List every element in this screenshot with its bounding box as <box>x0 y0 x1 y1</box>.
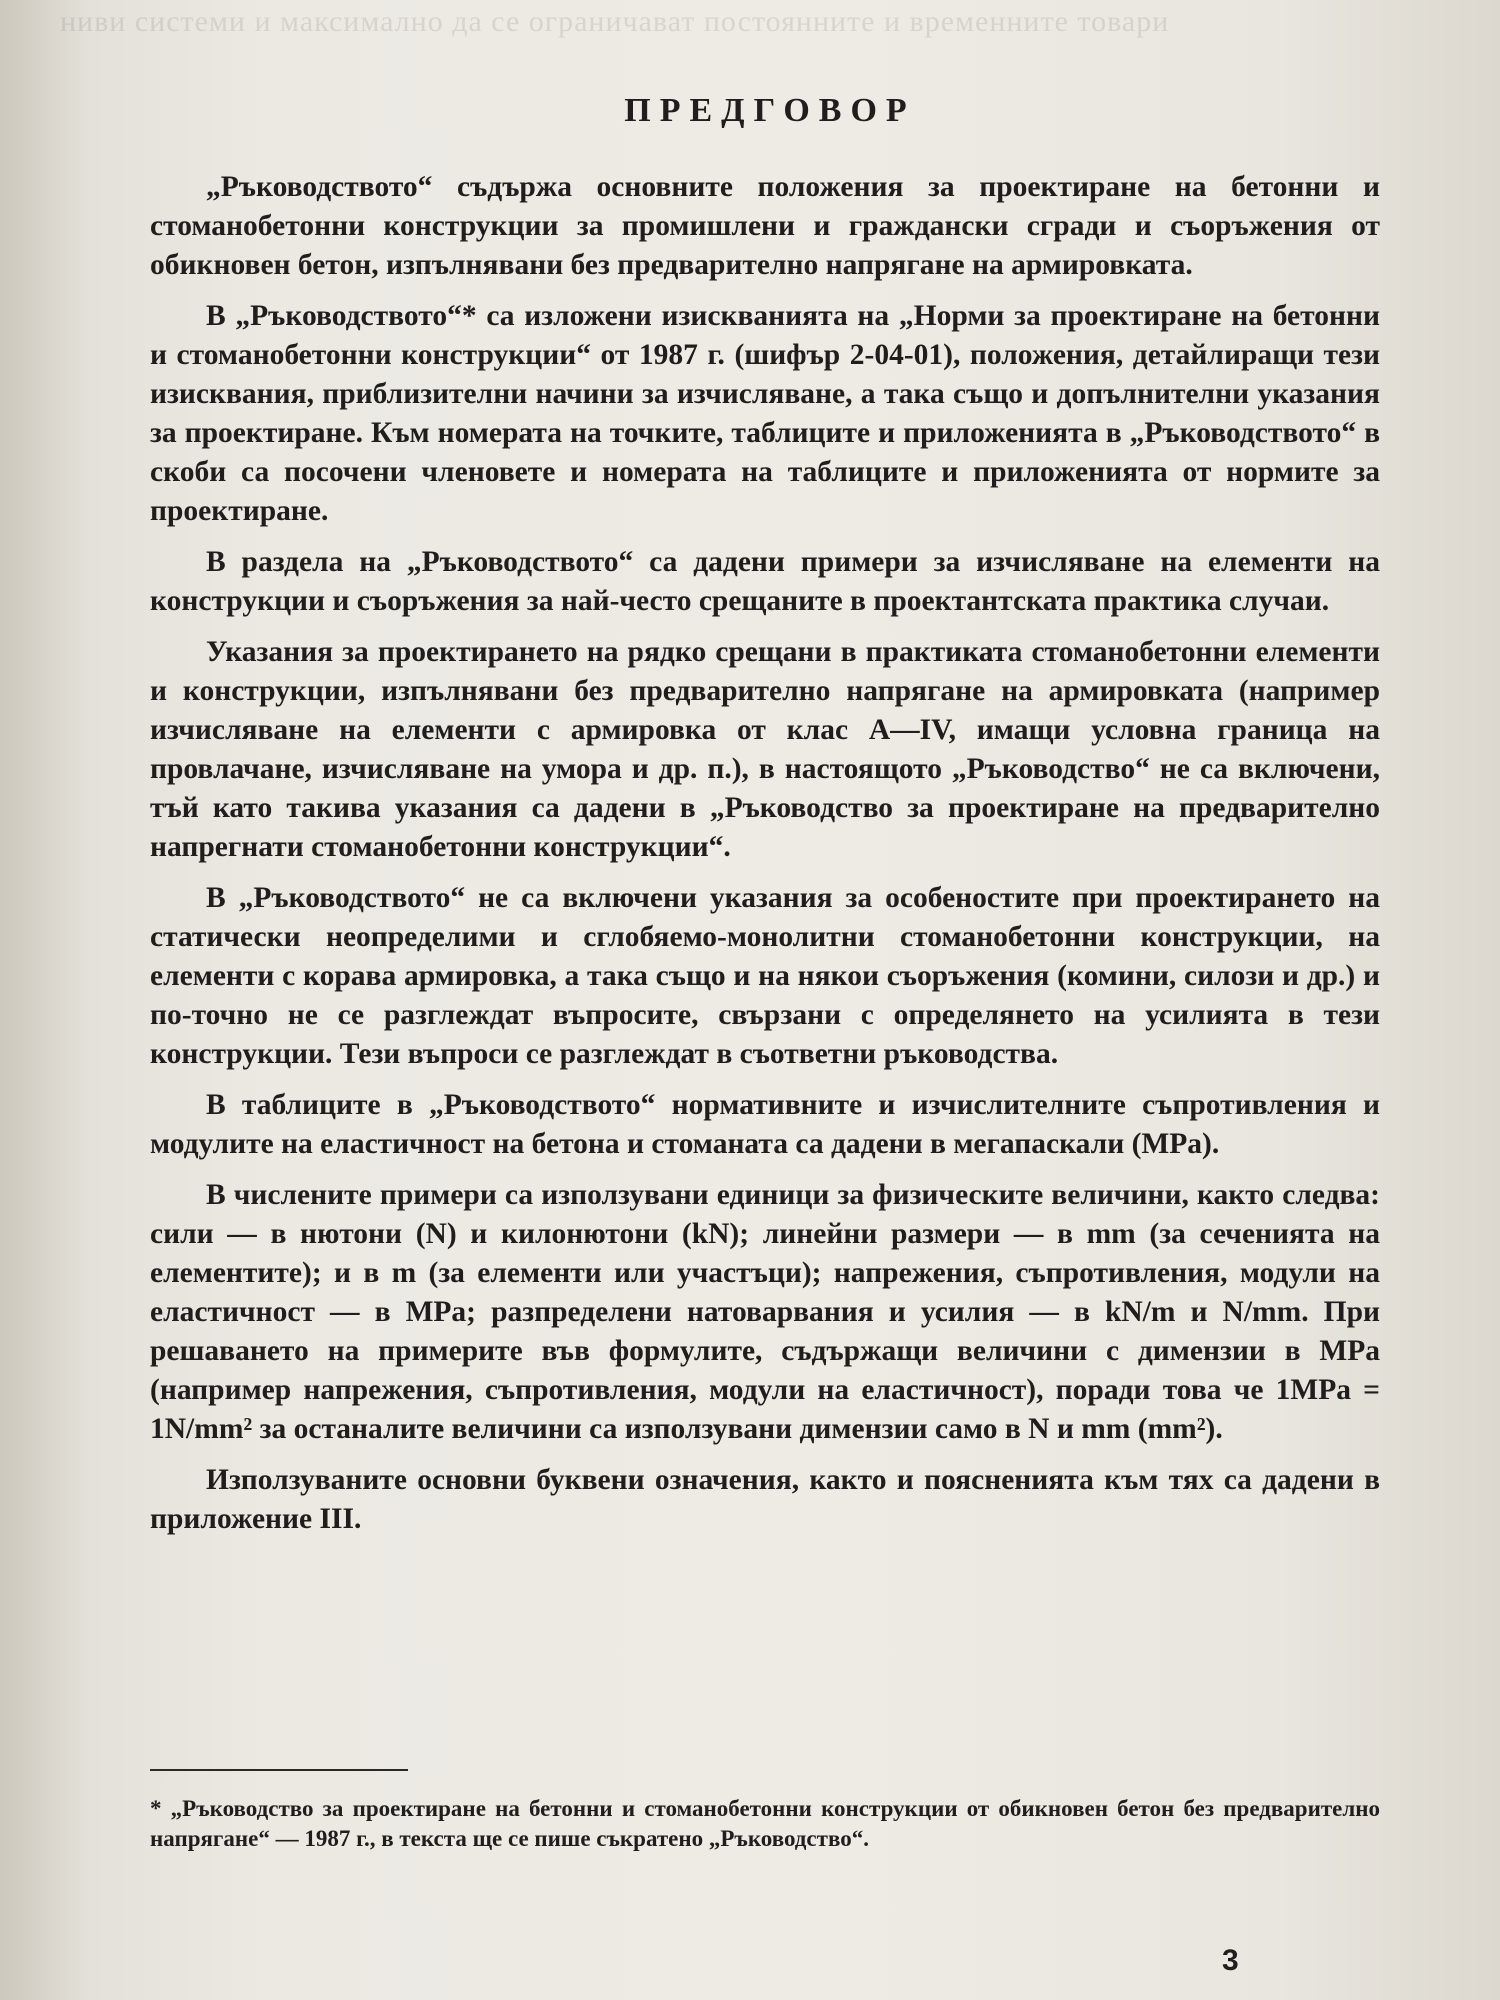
paragraph-6: В таблиците в „Ръководството“ нормативните и изчислителните съпротивления и модулите на еластичност на бетона и стоманата са дадени в мегапаскали (MPa). <box>150 1089 1380 1160</box>
paragraph-5: В „Ръководството“ не са включени указания за особеностите при проектирането на статически неопределими и сглобяемо-монолитни стоманобетонни конструкции, на елементи с корава армировка, а така също и на някои съоръжения (комини, силози и др.) и по-точно не се разглеждат въпросите, свързани с определянето на усилията в тези конструкции. Тези въпроси се разглеждат в съответни ръководства. <box>150 882 1380 1070</box>
page-number: 3 <box>1222 1944 1239 1977</box>
footnote-divider <box>150 1769 408 1771</box>
paragraph-4: Указания за проектирането на рядко срещани в практиката стоманобетонни елементи и конструкции, изпълнявани без предварително напрягане на армировката (например изчисляване на елементи с армировка от клас A—IV, имащи условна граница на провлачане, изчисляване на умора и др. п.), в настоящото „Ръководство“ не са включени, тъй като такива указания са дадени в „Ръководство за проектиране на предварително напрегнати стоманобетонни конструкции“. <box>150 636 1380 863</box>
paragraph-3: В раздела на „Ръководството“ са дадени примери за изчисляване на елементи на конструкции и съоръжения за най-често срещаните в проектантската практика случаи. <box>150 546 1380 617</box>
body-text <box>150 168 1380 1551</box>
bleed-through-text: ниви системи и максимално да се ограничават постоянните и временните товари <box>60 5 1170 38</box>
paragraph-1: „Ръководството“ съдържа основните положения за проектиране на бетонни и стоманобетонни конструкции за промишлени и граждански сгради и съоръжения от обикновен бетон, изпълнявани без предварително напрягане на армировката. <box>150 171 1380 281</box>
footnote: * „Ръководство за проектиране на бетонни и стоманобетонни конструкции от обикновен бетон без предварително напрягане“ — 1987 г., в текста ще се пише съкратено „Ръководство“. <box>150 1796 1380 1851</box>
paragraph-8: Използуваните основни буквени означения, както и поясненията към тях са дадени в приложение III. <box>150 1464 1380 1535</box>
paragraph-7: В числените примери са използувани единици за физическите величини, както следва: сили — в нютони (N) и килонютони (kN); линейни размери — в mm (за сеченията на елементите); и в m (за елементи или участъци); напрежения, съпротивления, модули на еластичност — в MPa; разпределени натоварвания и усилия — в kN/m и N/mm. При решаването на примерите във формулите, съдържащи величини с димензии в MPa (например напрежения, съпротивления, модули на еластичност), поради това че 1MPa = 1N/mm² за останалите величини са използувани димензии само в N и mm (mm²). <box>150 1179 1380 1445</box>
paragraph-2: В „Ръководството“* са изложени изискванията на „Норми за проектиране на бетонни и стоманобетонни конструкции“ от 1987 г. (шифър 2-04-01), положения, детайлиращи тези изисквания, приблизителни начини за изчисляване, а така също и допълнителни указания за проектиране. Към номерата на точките, таблиците и приложенията в „Ръководството“ в скоби са посочени членовете и номерата на таблиците и приложенията от нормите за проектиране. <box>150 300 1380 527</box>
page-title: ПРЕДГОВОР <box>624 92 916 129</box>
